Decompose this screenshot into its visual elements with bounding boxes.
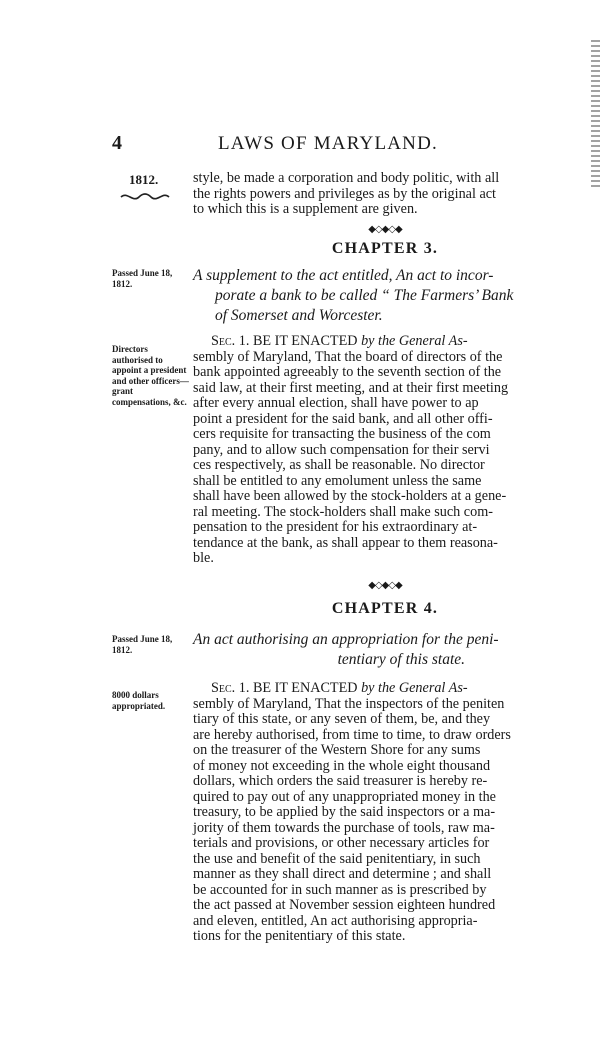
text-line: are hereby authorised, from time to time, to draw orders — [193, 726, 511, 743]
text-line: terials and provisions, or other necessary articles for — [193, 835, 490, 851]
chapter-3-title — [193, 266, 583, 326]
flourish-ornament — [119, 191, 171, 203]
section-opening-line — [193, 681, 579, 697]
text-line: jority of them towards the purchase of tools, raw ma- — [193, 819, 495, 836]
text-line: cers requisite for transacting the business of the com — [193, 426, 491, 442]
section-opening-line — [193, 334, 579, 350]
text-line: ble. — [193, 550, 214, 566]
title-line: An act authorising an appropriation for the peni- — [193, 631, 499, 648]
passed-year: 1812. — [112, 278, 133, 289]
text-line: the use and benefit of the said penitentiary, in such — [193, 850, 481, 867]
page-number: 4 — [112, 132, 122, 154]
text-line: said law, at their first meeting, and at their first meeting — [193, 379, 509, 396]
chapter-3-passed-note — [112, 268, 190, 289]
text-line: point a president for the said bank, and all other offi- — [193, 410, 493, 427]
by-assembly: by the General As- — [361, 333, 468, 349]
text-line: the act passed at November session eighteen hundred — [193, 897, 496, 913]
chapter-3-heading: CHAPTER 3. — [331, 240, 439, 257]
passed-date: Passed June 18, — [112, 634, 173, 644]
margin-year: 1812. — [129, 172, 159, 187]
text-line: sembly of Maryland, That the inspectors of the peniten — [193, 695, 505, 712]
title-line: A supplement to the act entitled, An act to incor- — [193, 267, 494, 284]
ornament-separator: ◆◇◆◇◆ — [368, 580, 402, 591]
ornament-separator: ◆◇◆◇◆ — [368, 224, 402, 235]
title-line: porate a bank to be called “ The Farmers’ Bank — [215, 287, 514, 304]
passed-date: Passed June 18, — [112, 268, 173, 278]
by-assembly: by the General As- — [361, 680, 468, 696]
section-label: Sec. 1. — [211, 333, 250, 349]
enacting-clause: BE IT ENACTED — [252, 680, 358, 696]
chapter-4-margin-note: 8000 dollars appropriated. — [112, 690, 166, 711]
text-line: pany, and to allow such compensation for their servi — [193, 441, 490, 458]
chapter-4-passed-note — [112, 634, 190, 655]
title-line: tentiary of this state. — [337, 651, 465, 668]
text-line: the rights powers and privileges as by the original act — [193, 185, 496, 202]
chapter-3-margin-note: Directors authorised to appoint a president and other officers—grant compensations, &c. — [112, 344, 189, 407]
text-line: ces respectively, as shall be reasonable. No director — [193, 457, 485, 473]
text-line: after every annual election, shall have power to ap — [193, 395, 479, 411]
continuation-text — [193, 171, 579, 218]
text-line: tiary of this state, or any seven of them, be, and they — [193, 711, 491, 727]
text-line: style, be made a corporation and body politic, with all — [193, 170, 500, 186]
title-line: of Somerset and Worcester. — [215, 307, 383, 324]
text-line: to which this is a supplement are given. — [193, 201, 418, 217]
text-line: tendance at the bank, as shall appear to them reasona- — [193, 534, 498, 551]
text-line: shall have been allowed by the stock-holders at a gene- — [193, 488, 507, 504]
text-line: bank appointed agreeably to the seventh section of the — [193, 364, 502, 380]
chapter-4-title — [193, 630, 583, 670]
chapter-4-section-1 — [193, 681, 579, 945]
text-line: on the treasurer of the Western Shore for any sums — [193, 742, 481, 758]
page-edge-shadow — [591, 40, 600, 190]
text-line: of money not exceeding in the whole eight thousand — [193, 757, 491, 774]
text-line: manner as they shall direct and determine ; and shall — [193, 866, 492, 882]
text-line: pensation to the president for his extraordinary at- — [193, 519, 478, 535]
text-line: shall be entitled to any emolument unless the same — [193, 472, 482, 489]
text-line: tions for the penitentiary of this state. — [193, 928, 406, 944]
running-title: LAWS OF MARYLAND. — [218, 133, 438, 154]
enacting-clause: BE IT ENACTED — [252, 333, 358, 349]
text-line: dollars, which orders the said treasurer is hereby re- — [193, 773, 488, 789]
chapter-4-heading: CHAPTER 4. — [331, 600, 439, 617]
text-line: quired to pay out of any unappropriated money in the — [193, 788, 496, 805]
section-label: Sec. 1. — [211, 680, 250, 696]
chapter-3-section-1 — [193, 334, 579, 567]
passed-year: 1812. — [112, 644, 133, 655]
text-line: treasury, to be applied by the said inspectors or a ma- — [193, 804, 496, 820]
text-line: and eleven, entitled, An act authorising appropria- — [193, 912, 478, 929]
text-line: be accounted for in such manner as is prescribed by — [193, 881, 487, 898]
text-line: sembly of Maryland, That the board of directors of the — [193, 348, 503, 365]
text-line: ral meeting. The stock-holders shall make such com- — [193, 503, 493, 520]
